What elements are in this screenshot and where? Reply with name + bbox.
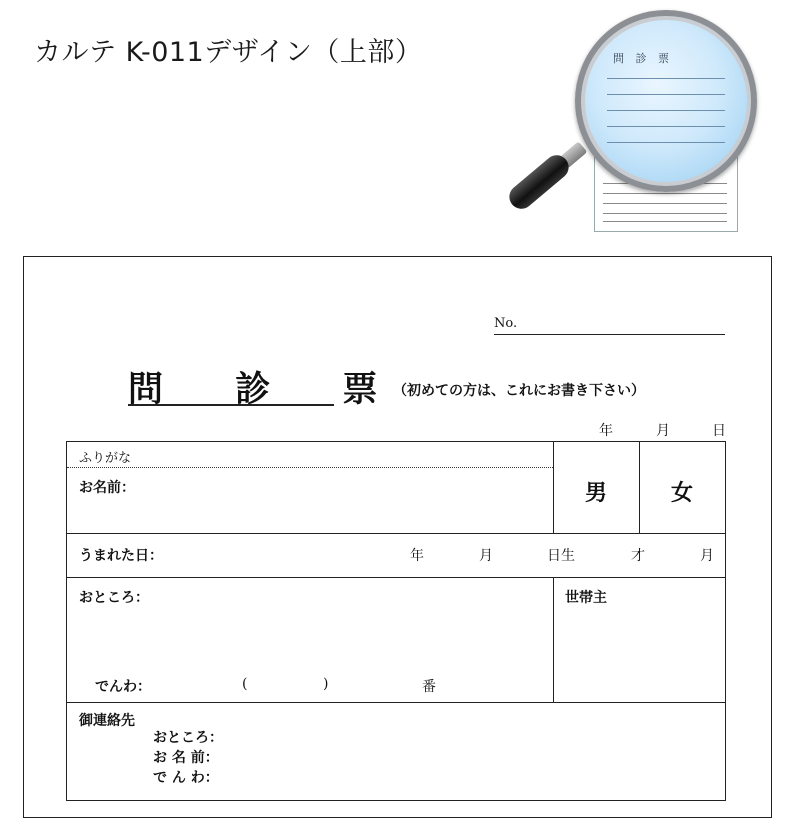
address-householder-divider: [553, 577, 554, 702]
row-divider: [67, 702, 725, 703]
name-label: お名前：: [79, 480, 135, 496]
birth-year-label: 年: [410, 548, 424, 564]
contact-address-label: おところ：: [153, 730, 223, 746]
phone-paren-open: (: [242, 676, 248, 692]
intake-form-table: [66, 441, 726, 801]
gender-divider: [639, 442, 640, 533]
title-underline: [128, 404, 334, 406]
phone-ban-label: 番: [422, 679, 436, 695]
age-months-label: 月: [700, 548, 714, 564]
gender-male-option[interactable]: 男: [585, 480, 608, 506]
phone-paren-close: ): [323, 676, 329, 692]
householder-label: 世帯主: [565, 590, 607, 606]
birth-month-label: 月: [479, 548, 493, 564]
birthdate-label: うまれた日：: [79, 548, 163, 564]
date-month-label: 月: [656, 423, 670, 439]
form-title: 問 診 票: [128, 369, 408, 410]
address-label: おところ：: [79, 590, 149, 606]
furigana-label: ふりがな: [79, 451, 132, 466]
row-divider: [67, 577, 725, 578]
date-day-label: 日: [712, 423, 726, 439]
name-gender-divider: [553, 442, 554, 533]
magnifier-handle: [504, 150, 573, 213]
furigana-divider: [67, 467, 553, 468]
contact-phone-label: で ん わ：: [153, 770, 219, 786]
magnifier-icon: [575, 10, 757, 192]
gender-female-option[interactable]: 女: [671, 480, 694, 506]
form-note: （初めての方は、これにお書き下さい）: [393, 383, 645, 399]
number-label: No.: [494, 316, 518, 331]
phone-label: でんわ：: [95, 679, 151, 695]
number-field[interactable]: [494, 334, 725, 335]
birth-day-label: 日生: [547, 548, 575, 564]
contact-label: 御連絡先: [79, 713, 135, 729]
contact-name-label: お 名 前：: [153, 750, 219, 766]
date-year-label: 年: [599, 423, 613, 439]
page-title: カルテ K-011デザイン（上部）: [34, 37, 423, 68]
age-years-label: 才: [631, 548, 645, 564]
lens-form-title: 問 診 票: [613, 52, 673, 65]
row-divider: [67, 533, 725, 534]
